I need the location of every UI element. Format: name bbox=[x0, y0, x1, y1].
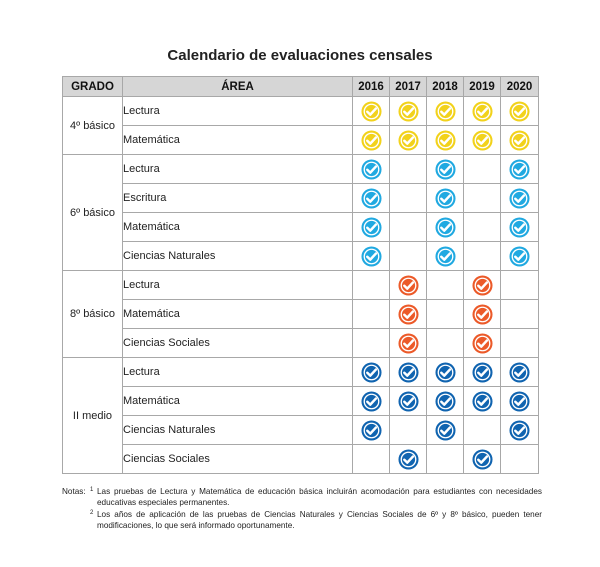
check-icon bbox=[435, 391, 456, 412]
check-icon bbox=[509, 130, 530, 151]
check-icon bbox=[398, 362, 419, 383]
year-cell bbox=[427, 416, 464, 445]
check-icon bbox=[435, 101, 456, 122]
area-cell: Matemática bbox=[123, 387, 353, 416]
check-icon bbox=[435, 217, 456, 238]
year-cell bbox=[501, 155, 539, 184]
year-cell bbox=[501, 184, 539, 213]
year-cell bbox=[501, 329, 539, 358]
year-cell bbox=[390, 271, 427, 300]
year-cell bbox=[427, 155, 464, 184]
check-icon bbox=[509, 159, 530, 180]
table-row bbox=[63, 97, 539, 126]
footnote-1 bbox=[62, 486, 542, 509]
table-row bbox=[63, 300, 539, 329]
check-icon bbox=[398, 275, 419, 296]
table-row bbox=[63, 126, 539, 155]
year-cell bbox=[353, 184, 390, 213]
grade-cell: 4º básico bbox=[63, 97, 123, 155]
year-cell bbox=[464, 213, 501, 242]
check-icon bbox=[398, 333, 419, 354]
year-cell bbox=[464, 184, 501, 213]
year-cell bbox=[427, 329, 464, 358]
year-cell bbox=[427, 387, 464, 416]
grade-cell: 6º básico bbox=[63, 155, 123, 271]
check-icon bbox=[435, 188, 456, 209]
check-icon bbox=[509, 362, 530, 383]
check-icon bbox=[509, 246, 530, 267]
year-cell bbox=[353, 300, 390, 329]
year-cell bbox=[353, 387, 390, 416]
year-cell bbox=[427, 300, 464, 329]
year-cell bbox=[427, 213, 464, 242]
year-cell bbox=[390, 155, 427, 184]
header-year: 2020 bbox=[501, 77, 539, 97]
area-cell: Matemática bbox=[123, 213, 353, 242]
area-cell: Ciencias Naturales bbox=[123, 416, 353, 445]
area-cell: Lectura bbox=[123, 97, 353, 126]
year-cell bbox=[353, 445, 390, 474]
table-row bbox=[63, 271, 539, 300]
check-icon bbox=[472, 449, 493, 470]
check-icon bbox=[472, 275, 493, 296]
footnotes bbox=[62, 486, 542, 531]
footnote-number: 2 bbox=[90, 509, 94, 516]
year-cell bbox=[464, 271, 501, 300]
area-cell: Lectura bbox=[123, 271, 353, 300]
year-cell bbox=[427, 184, 464, 213]
year-cell bbox=[427, 271, 464, 300]
area-cell: Matemática bbox=[123, 300, 353, 329]
year-cell bbox=[390, 213, 427, 242]
grade-cell: 8º básico bbox=[63, 271, 123, 358]
year-cell bbox=[501, 300, 539, 329]
year-cell bbox=[353, 329, 390, 358]
year-cell bbox=[353, 416, 390, 445]
year-cell bbox=[390, 358, 427, 387]
area-cell: Lectura bbox=[123, 358, 353, 387]
table-row bbox=[63, 213, 539, 242]
year-cell bbox=[464, 387, 501, 416]
header-area: ÁREA bbox=[123, 77, 353, 97]
year-cell bbox=[464, 416, 501, 445]
header-grade: GRADO bbox=[63, 77, 123, 97]
check-icon bbox=[472, 130, 493, 151]
table-row bbox=[63, 155, 539, 184]
year-cell bbox=[501, 387, 539, 416]
table-row bbox=[63, 416, 539, 445]
year-cell bbox=[390, 416, 427, 445]
area-cell: Matemática bbox=[123, 126, 353, 155]
year-cell bbox=[501, 126, 539, 155]
year-cell bbox=[501, 445, 539, 474]
check-icon bbox=[472, 304, 493, 325]
area-cell: Ciencias Sociales bbox=[123, 329, 353, 358]
year-cell bbox=[353, 213, 390, 242]
footnote-number: 1 bbox=[90, 487, 94, 493]
year-cell bbox=[390, 126, 427, 155]
header-row bbox=[63, 77, 539, 97]
check-icon bbox=[509, 188, 530, 209]
year-cell bbox=[464, 358, 501, 387]
year-cell bbox=[353, 126, 390, 155]
year-cell bbox=[501, 242, 539, 271]
check-icon bbox=[398, 449, 419, 470]
check-icon bbox=[361, 101, 382, 122]
check-icon bbox=[435, 420, 456, 441]
check-icon bbox=[509, 391, 530, 412]
year-cell bbox=[427, 126, 464, 155]
check-icon bbox=[398, 391, 419, 412]
check-icon bbox=[398, 304, 419, 325]
footnote-2 bbox=[90, 509, 542, 532]
year-cell bbox=[464, 300, 501, 329]
check-icon bbox=[472, 101, 493, 122]
header-year: 2016 bbox=[353, 77, 390, 97]
check-icon bbox=[361, 246, 382, 267]
year-cell bbox=[464, 329, 501, 358]
year-cell bbox=[427, 358, 464, 387]
table-row bbox=[63, 329, 539, 358]
year-cell bbox=[390, 242, 427, 271]
year-cell bbox=[353, 242, 390, 271]
table-row bbox=[63, 242, 539, 271]
header-year: 2019 bbox=[464, 77, 501, 97]
year-cell bbox=[353, 97, 390, 126]
year-cell bbox=[353, 358, 390, 387]
grade-cell: II medio bbox=[63, 358, 123, 474]
footnote-text: Los años de aplicación de las pruebas de Ciencias Naturales y Ciencias Sociales de 6º y 8º básico, pueden tener modificaciones, lo que será informado oportunamente. bbox=[97, 509, 542, 530]
check-icon bbox=[361, 420, 382, 441]
year-cell bbox=[427, 242, 464, 271]
year-cell bbox=[427, 97, 464, 126]
page-title: Calendario de evaluaciones censales bbox=[167, 47, 433, 64]
year-cell bbox=[390, 445, 427, 474]
year-cell bbox=[501, 358, 539, 387]
year-cell bbox=[427, 445, 464, 474]
check-icon bbox=[361, 217, 382, 238]
year-cell bbox=[353, 271, 390, 300]
check-icon bbox=[472, 333, 493, 354]
table-row bbox=[63, 387, 539, 416]
check-icon bbox=[509, 101, 530, 122]
check-icon bbox=[361, 391, 382, 412]
check-icon bbox=[435, 362, 456, 383]
year-cell bbox=[501, 271, 539, 300]
year-cell bbox=[353, 155, 390, 184]
evaluation-calendar-table bbox=[62, 76, 539, 474]
check-icon bbox=[435, 159, 456, 180]
year-cell bbox=[501, 416, 539, 445]
table-row bbox=[63, 358, 539, 387]
check-icon bbox=[509, 217, 530, 238]
check-icon bbox=[435, 246, 456, 267]
year-cell bbox=[390, 184, 427, 213]
area-cell: Escritura bbox=[123, 184, 353, 213]
check-icon bbox=[435, 130, 456, 151]
check-icon bbox=[472, 362, 493, 383]
check-icon bbox=[361, 159, 382, 180]
year-cell bbox=[464, 242, 501, 271]
year-cell bbox=[390, 387, 427, 416]
header-year: 2018 bbox=[427, 77, 464, 97]
year-cell bbox=[464, 126, 501, 155]
area-cell: Lectura bbox=[123, 155, 353, 184]
header-year: 2017 bbox=[390, 77, 427, 97]
table-row bbox=[63, 184, 539, 213]
year-cell bbox=[464, 445, 501, 474]
year-cell bbox=[390, 329, 427, 358]
check-icon bbox=[509, 420, 530, 441]
footnote-text: Las pruebas de Lectura y Matemática de educación básica incluirán acomodación para estudiantes con necesidades educativas especiales permanentes. bbox=[97, 487, 542, 508]
year-cell bbox=[464, 97, 501, 126]
year-cell bbox=[390, 300, 427, 329]
year-cell bbox=[390, 97, 427, 126]
year-cell bbox=[501, 97, 539, 126]
table-body bbox=[63, 97, 539, 474]
area-cell: Ciencias Sociales bbox=[123, 445, 353, 474]
table-row bbox=[63, 445, 539, 474]
check-icon bbox=[472, 391, 493, 412]
check-icon bbox=[361, 188, 382, 209]
check-icon bbox=[361, 130, 382, 151]
notes-label: Notas: bbox=[62, 487, 86, 496]
check-icon bbox=[398, 130, 419, 151]
check-icon bbox=[398, 101, 419, 122]
year-cell bbox=[464, 155, 501, 184]
year-cell bbox=[501, 213, 539, 242]
check-icon bbox=[361, 362, 382, 383]
area-cell: Ciencias Naturales bbox=[123, 242, 353, 271]
